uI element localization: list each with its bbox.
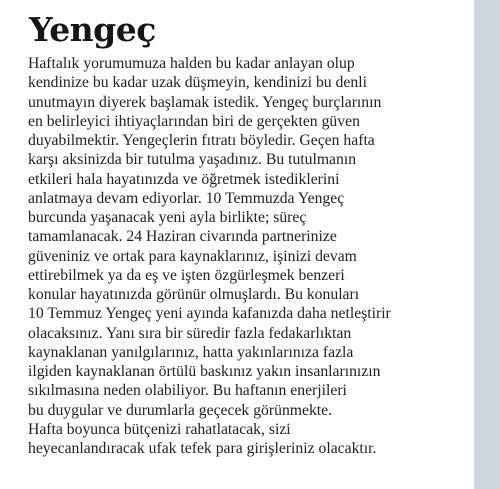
body-line: güveniniz ve ortak para kaynaklarınız, işinizi devam	[28, 247, 357, 265]
body-line: anlatmaya devam ediyorlar. 10 Temmuzda Yengeç	[28, 189, 345, 207]
article-body	[28, 54, 468, 458]
body-line: bu duygular ve durumlarla geçecek görünmekte.	[28, 401, 333, 419]
body-line: sıkılmasına neden olabiliyor. Bu haftanın enerjileri	[28, 382, 347, 400]
body-line: burcunda yaşanacak yeni ayla birlikte; süreç	[28, 209, 307, 226]
body-line: ettirebilmek ya da eş ve işten özgürleşmek benzeri	[28, 266, 345, 284]
scan-background-edge	[472, 0, 500, 489]
body-line: duyabilmektir. Yengeçlerin fıtratı böyledir. Geçen hafta	[28, 132, 375, 149]
body-line: karşı aksinizda bir tutulma yaşadınız. Bu tutulmanın	[28, 151, 357, 169]
body-line: kaynaklanan yanılgılarınız, hatta yakınlarınıza fazla	[28, 343, 354, 361]
body-line: Haftalık yorumumuza halden bu kadar anlayan olup	[28, 55, 355, 72]
body-line: heyecanlandıracak ufak tefek para girişleriniz olacaktır.	[28, 440, 377, 457]
body-line: tamamlanacak. 24 Haziran civarında partnerinize	[28, 228, 337, 246]
body-line: olacaksınız. Yanı sıra bir süredir fazla fedakarlıktan	[28, 324, 352, 342]
article-title: Yengeç	[29, 10, 156, 49]
body-line: 10 Temmuz Yengeç yeni ayında kafanızda daha netleştirir	[28, 305, 391, 323]
body-line: en belirleyici ihtiyaçlarından biri de gerçekten güven	[28, 112, 360, 130]
body-line: kendinize bu kadar uzak düşmeyin, kendinizi bu denli	[28, 74, 367, 92]
body-line: unutmayın diyerek başlamak istedik. Yengeç burçlarının	[28, 93, 382, 111]
body-line: ilgiden kaynaklanan örtülü baskınız yakın insanlarınızın	[28, 363, 381, 380]
body-line: konular hayatınızda görünür olmuşlardı. Bu konuları	[28, 286, 360, 303]
body-line: Hafta boyunca bütçenizi rahatlatacak, sizi	[28, 420, 291, 438]
body-line: etkileri hala hayatınızda ve öğretmek istediklerini	[28, 170, 340, 188]
